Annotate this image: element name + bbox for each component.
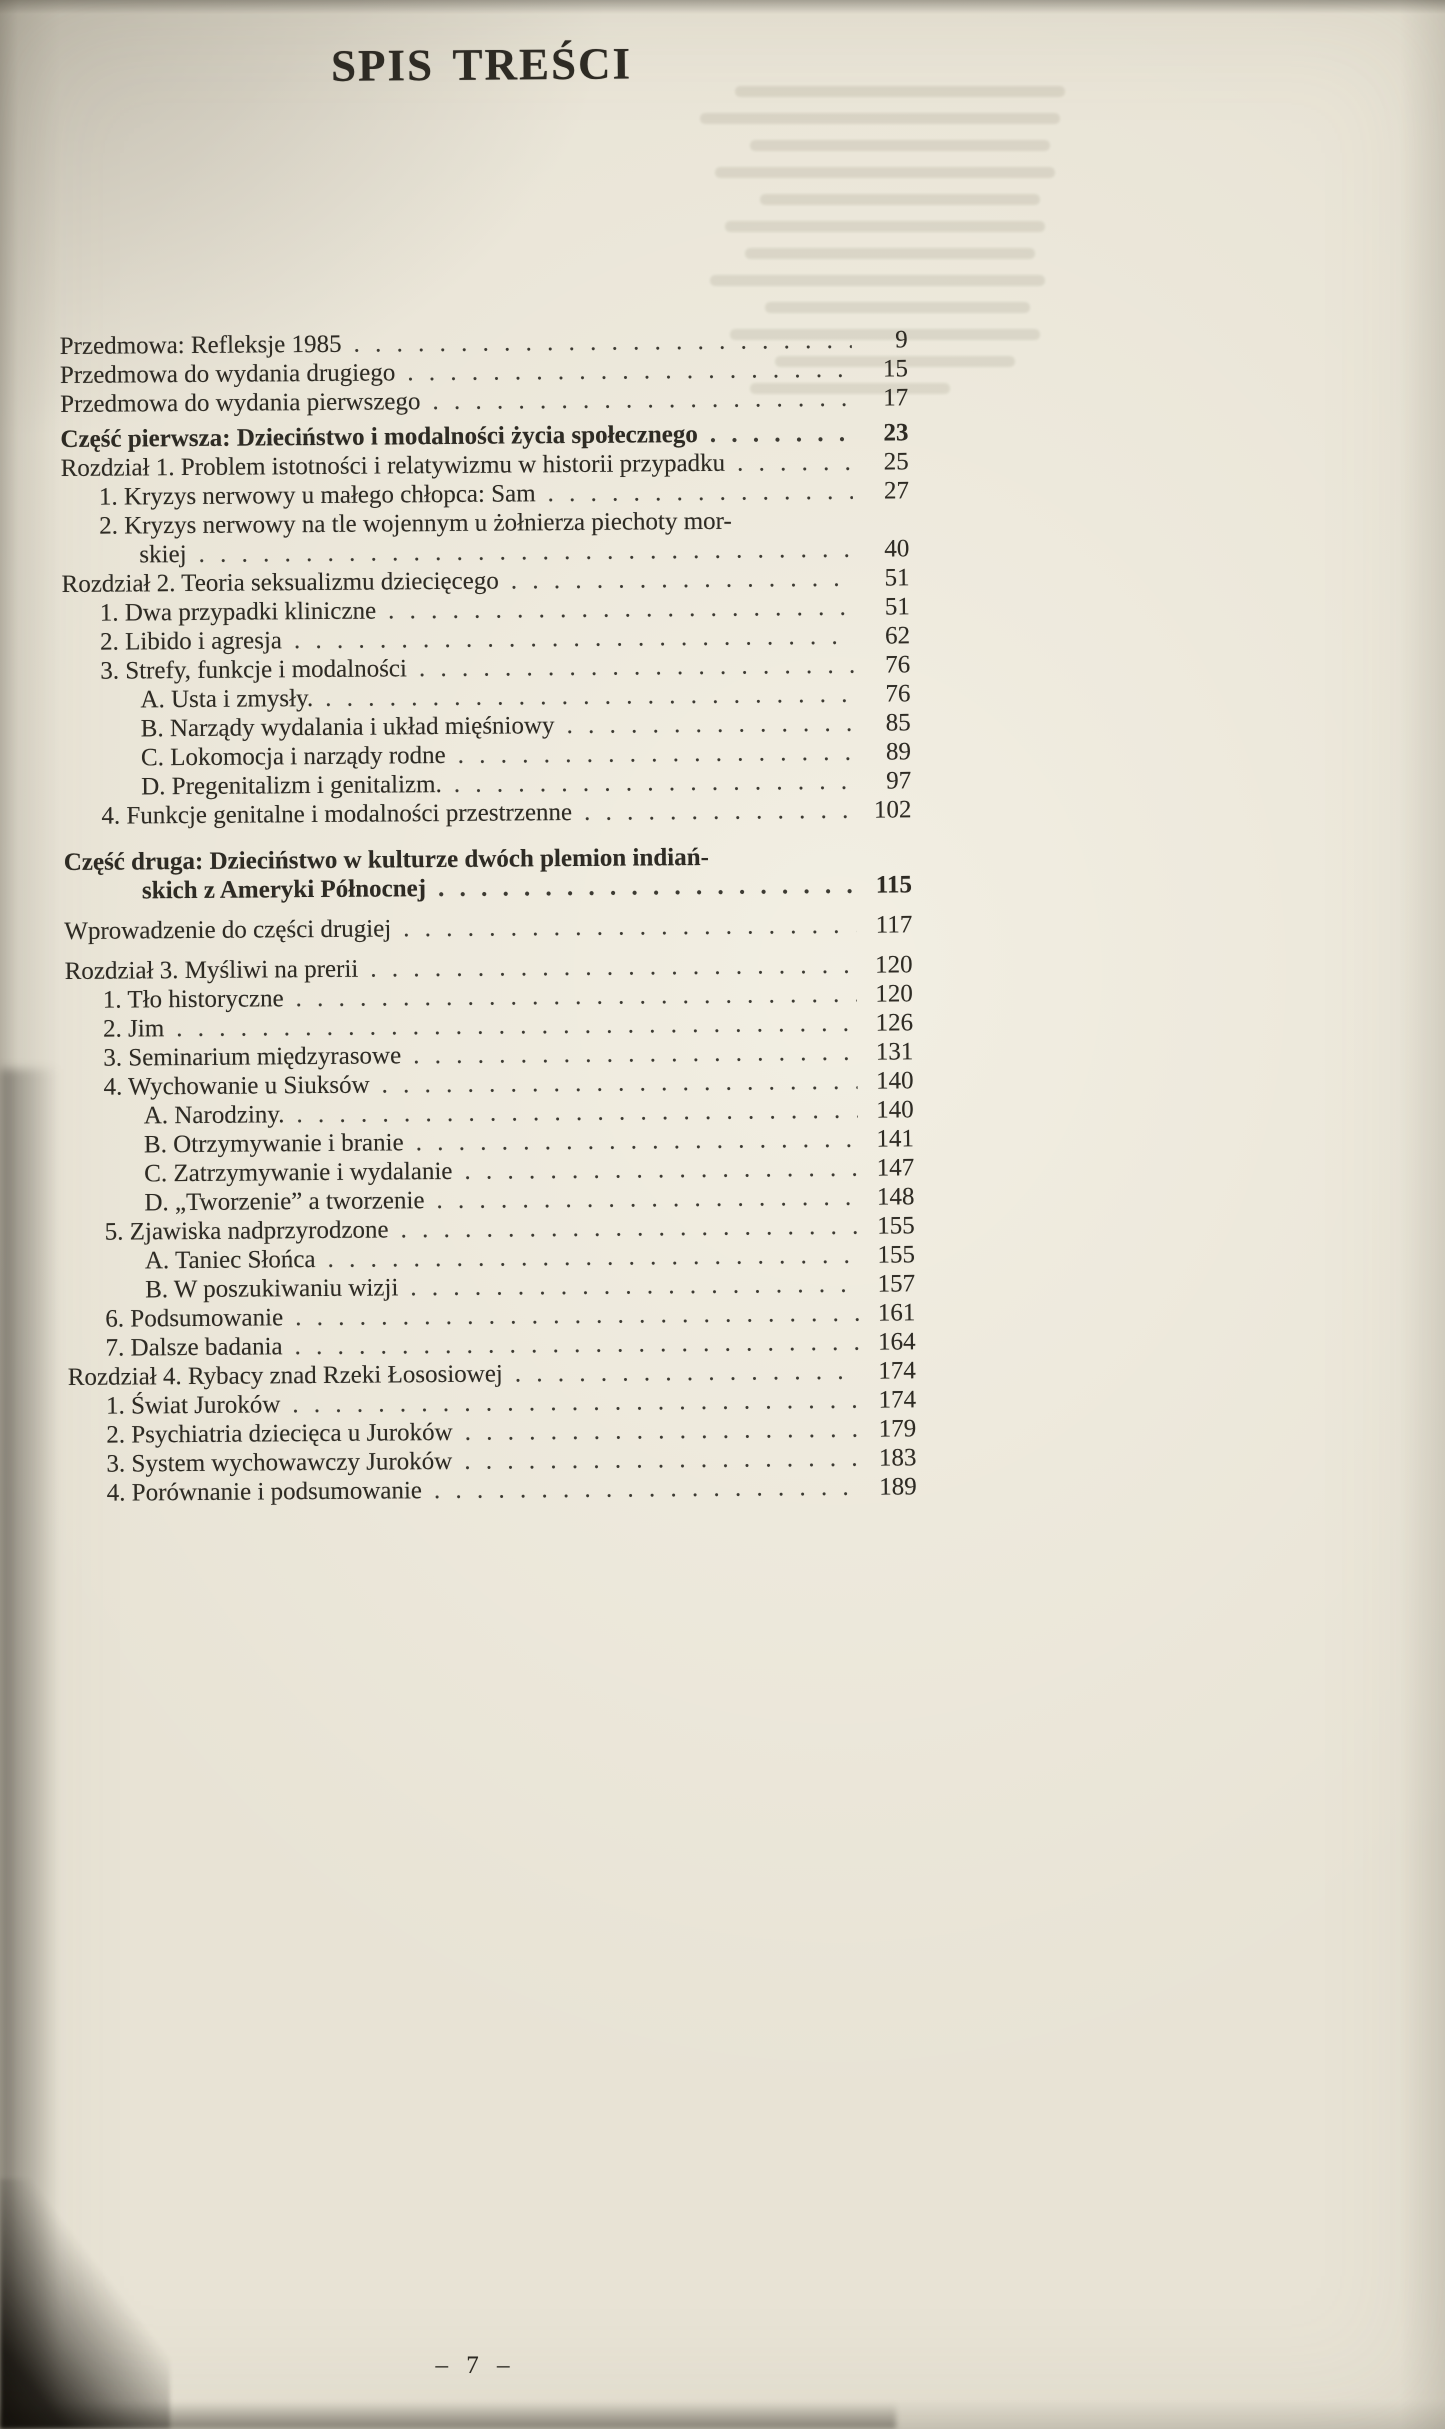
dot-leader bbox=[381, 1067, 857, 1100]
toc-entry-page: 179 bbox=[878, 1415, 917, 1443]
dot-leader bbox=[436, 1183, 858, 1215]
dot-leader bbox=[325, 680, 855, 713]
toc-entry-continuation-label: skich z Ameryki Północnej bbox=[141, 875, 427, 905]
toc-entry-page: 40 bbox=[884, 535, 910, 563]
toc-entry-page: 131 bbox=[875, 1038, 914, 1066]
toc-entry-label: B. Narządy wydalania i układ mięśniowy bbox=[140, 712, 555, 743]
toc-entry-label: 1. Świat Juroków bbox=[105, 1391, 281, 1420]
toc-entry-label: D. „Tworzenie” a tworzenie bbox=[144, 1187, 425, 1217]
toc-entry-page: 115 bbox=[875, 871, 913, 899]
toc-entry-page: 140 bbox=[876, 1096, 914, 1124]
dot-leader bbox=[438, 871, 856, 903]
toc-entry-page: 155 bbox=[877, 1212, 915, 1240]
toc-entry-page: 147 bbox=[876, 1154, 915, 1182]
dot-leader bbox=[388, 593, 854, 626]
toc-entry-label: 2. Jim bbox=[102, 1015, 165, 1043]
scan-corner-shadow bbox=[0, 2179, 170, 2429]
toc-entry-page: 174 bbox=[878, 1386, 917, 1414]
page-title: SPIS TREŚCI bbox=[330, 38, 633, 91]
dot-leader bbox=[410, 1270, 859, 1303]
toc-entry-label: A. Usta i zmysły. bbox=[140, 685, 314, 714]
toc-entry-page: 120 bbox=[875, 980, 913, 1008]
page-content bbox=[57, 0, 917, 1508]
toc-entry-label: 4. Wychowanie u Siuksów bbox=[103, 1071, 370, 1101]
toc-entry-label: 3. Seminarium międzyrasowe bbox=[103, 1042, 402, 1072]
toc-entry-label: 1. Tło historyczne bbox=[102, 985, 284, 1014]
page-footer: – 7 – bbox=[435, 2352, 510, 2379]
toc-entry-page: 141 bbox=[876, 1125, 915, 1153]
toc-entry-page: 85 bbox=[885, 709, 911, 737]
dot-leader bbox=[292, 1386, 860, 1419]
toc-entry-page: 189 bbox=[879, 1473, 917, 1501]
toc-entry-label: Rozdział 1. Problem istotności i relatywizmu w historii przypadku bbox=[60, 449, 726, 482]
dot-leader bbox=[295, 1299, 859, 1332]
dot-leader bbox=[327, 1241, 859, 1274]
toc-entry-page: 76 bbox=[885, 680, 911, 708]
toc-entry-label: Przedmowa do wydania drugiego bbox=[59, 359, 396, 389]
toc-entry-page: 51 bbox=[884, 564, 910, 592]
dot-leader bbox=[416, 1125, 859, 1157]
dot-leader bbox=[400, 1212, 858, 1245]
toc-entry-page: 25 bbox=[883, 448, 909, 476]
dot-leader bbox=[465, 1415, 861, 1447]
toc-entry bbox=[69, 1472, 917, 1508]
toc-entry-label: B. Otrzymywanie i branie bbox=[143, 1129, 404, 1159]
dot-leader bbox=[434, 1473, 861, 1505]
toc-entry bbox=[64, 910, 912, 946]
toc-entry-page: 23 bbox=[883, 419, 909, 447]
toc-entry-page: 51 bbox=[884, 593, 910, 621]
toc-entry-label: B. W poszukiwaniu wizji bbox=[145, 1274, 399, 1304]
dot-leader bbox=[413, 1038, 857, 1070]
dot-leader bbox=[511, 564, 854, 596]
toc-entry-label: A. Taniec Słońca bbox=[144, 1246, 316, 1275]
toc-entry-page: 9 bbox=[895, 326, 908, 354]
toc-entry-label: C. Lokomocja i narządy rodne bbox=[140, 741, 446, 772]
toc-entry-label: Rozdział 3. Myśliwi na prerii bbox=[64, 955, 359, 985]
toc-entry-page: 102 bbox=[873, 796, 912, 824]
dot-leader bbox=[294, 1328, 859, 1361]
toc-entry-page: 161 bbox=[877, 1299, 916, 1327]
dot-leader bbox=[547, 477, 853, 508]
dot-leader bbox=[515, 1357, 860, 1389]
toc-entry-page: 120 bbox=[874, 951, 913, 979]
dot-leader bbox=[464, 1444, 860, 1476]
toc-entry-label: Przedmowa do wydania pierwszego bbox=[60, 388, 421, 418]
toc-entry-label: A. Narodziny. bbox=[143, 1101, 285, 1130]
toc-entry-page: 155 bbox=[877, 1241, 915, 1269]
dot-leader bbox=[353, 326, 851, 359]
toc-entry-page: 140 bbox=[875, 1067, 914, 1095]
toc-entry-label: Wprowadzenie do części drugiej bbox=[64, 915, 392, 945]
toc-entry-label: 5. Zjawiska nadprzyrodzone bbox=[104, 1216, 389, 1246]
dot-leader bbox=[370, 951, 857, 984]
toc-entry bbox=[60, 383, 908, 419]
toc-entry-label: 2. Libido i agresja bbox=[99, 627, 283, 656]
toc-entry-label: 6. Podsumowanie bbox=[105, 1304, 284, 1333]
dot-leader bbox=[296, 1096, 858, 1129]
toc-entry-page: 174 bbox=[878, 1357, 916, 1385]
toc-entry-label: 1. Dwa przypadki kliniczne bbox=[99, 597, 377, 627]
toc-entry-page: 126 bbox=[875, 1009, 914, 1037]
toc-list bbox=[60, 325, 917, 1508]
dot-leader bbox=[464, 1154, 858, 1186]
toc-entry-label: C. Zatrzymywanie i wydalanie bbox=[144, 1157, 453, 1188]
dot-leader bbox=[432, 384, 852, 416]
dot-leader bbox=[419, 651, 855, 683]
toc-entry-label: Część druga: Dzieciństwo w kulturze dwóch plemion indiań- bbox=[63, 843, 710, 876]
toc-entry-label: 7. Dalsze badania bbox=[105, 1333, 283, 1362]
toc-entry-page: 27 bbox=[883, 477, 909, 505]
toc-entry-page: 17 bbox=[883, 384, 909, 412]
toc-entry-page: 15 bbox=[882, 355, 909, 383]
toc-entry-label: 1. Kryzys nerwowy u małego chłopca: Sam bbox=[98, 480, 536, 511]
toc-entry-page: 164 bbox=[877, 1328, 916, 1356]
toc-entry bbox=[63, 795, 911, 831]
toc-entry-label: 3. System wychowawczy Juroków bbox=[106, 1447, 453, 1478]
toc-entry-page: 183 bbox=[878, 1444, 917, 1472]
toc-entry-label: Przedmowa: Refleksje 1985 bbox=[59, 330, 342, 360]
toc-entry-page: 76 bbox=[885, 651, 911, 679]
toc-entry-label: Rozdział 2. Teoria seksualizmu dziecięcego bbox=[61, 567, 499, 598]
dot-leader bbox=[458, 738, 855, 770]
toc-entry-label: Część pierwsza: Dzieciństwo i modalności życia społecznego bbox=[60, 420, 698, 453]
toc-entry-label: 2. Psychiatria dziecięca u Juroków bbox=[106, 1418, 453, 1449]
dot-leader bbox=[710, 419, 853, 449]
toc-entry-page: 62 bbox=[884, 622, 911, 650]
dot-leader bbox=[407, 355, 852, 387]
toc-entry-label: 4. Porównanie i podsumowanie bbox=[106, 1477, 423, 1507]
toc-entry-label: Rozdział 4. Rybacy znad Rzeki Łososiowej bbox=[67, 1360, 503, 1391]
dot-leader bbox=[294, 622, 854, 655]
dot-leader bbox=[584, 796, 856, 827]
toc-entry-continuation bbox=[64, 870, 912, 906]
toc-entry-page: 148 bbox=[876, 1183, 915, 1211]
toc-entry-continuation-label: skiej bbox=[139, 540, 187, 569]
toc-entry-label: 4. Funkcje genitalne i modalności przestrzenne bbox=[101, 798, 573, 830]
dot-leader bbox=[454, 767, 856, 799]
toc-entry-label: D. Pregenitalizm i genitalizm. bbox=[141, 771, 442, 801]
toc-entry-page: 97 bbox=[886, 767, 912, 795]
toc-entry-page: 157 bbox=[877, 1270, 916, 1298]
dot-leader bbox=[295, 980, 856, 1013]
toc-entry-page: 117 bbox=[875, 911, 913, 939]
dot-leader bbox=[566, 709, 854, 740]
toc-entry-label: 2. Kryzys nerwowy na tle wojennym u żołnierza piechoty mor- bbox=[99, 507, 732, 540]
toc-entry-label: 3. Strefy, funkcje i modalności bbox=[100, 655, 408, 685]
toc-entry-page: 89 bbox=[885, 738, 912, 766]
dot-leader bbox=[403, 911, 856, 944]
dot-leader bbox=[737, 448, 853, 478]
